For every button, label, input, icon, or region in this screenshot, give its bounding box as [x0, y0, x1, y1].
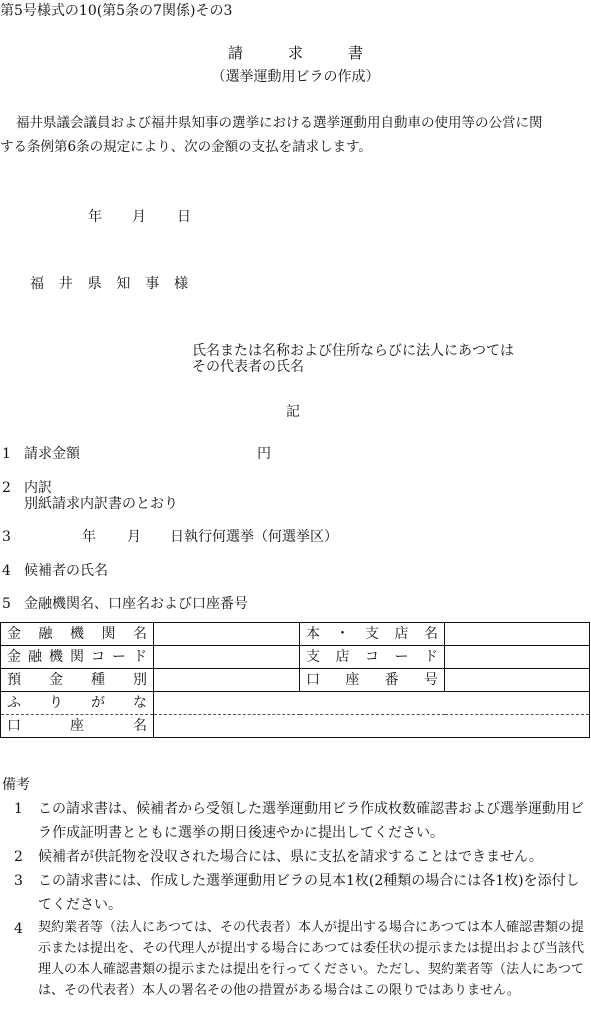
table-row — [1, 715, 590, 738]
body-text-line-1: 福井県議会議員および福井県知事の選挙における選挙運動用自動車の使用等の公営に関 — [16, 115, 543, 131]
item-number: 2 — [2, 480, 11, 496]
document-subtitle: （選挙運動用ビラの作成） — [211, 69, 380, 85]
candidate-name-label: 候補者の氏名 — [24, 563, 108, 579]
item-number: 1 — [2, 446, 11, 462]
account-name-label: 口 座 名 — [1, 715, 154, 738]
note-3 — [0, 869, 591, 917]
applicant-line-2: その代表者の氏名 — [192, 359, 304, 375]
furigana-field[interactable] — [154, 692, 590, 715]
table-row — [1, 692, 590, 715]
item-number: 4 — [2, 563, 11, 579]
institution-code-label: 金 融 機 関 コ ー ド — [1, 646, 154, 669]
form-number: 第5号様式の10(第5条の7関係)その3 — [0, 3, 233, 19]
date-day: 日 — [177, 209, 191, 225]
bank-account-table — [0, 622, 590, 738]
table-row — [1, 646, 590, 669]
date-year: 年 — [88, 209, 102, 225]
yen-unit: 円 — [257, 446, 271, 462]
institution-name-field[interactable] — [154, 623, 300, 646]
item-number: 5 — [2, 596, 11, 612]
note-2 — [0, 845, 591, 869]
institution-name-label: 金 融 機 関 名 — [1, 623, 154, 646]
account-name-field[interactable] — [154, 715, 590, 738]
institution-code-field[interactable] — [154, 646, 300, 669]
addressee: 福 井 県 知 事 様 — [30, 276, 188, 292]
account-number-field[interactable] — [445, 669, 590, 692]
account-number-label: 口 座 番 号 — [300, 669, 445, 692]
furigana-label: ふ り が な — [1, 692, 154, 715]
note-1 — [0, 797, 591, 845]
note-text: 候補者が供託物を没収された場合には、県に支払を請求することはできません。 — [38, 849, 543, 865]
date-month: 月 — [132, 209, 146, 225]
breakdown-label: 内訳 — [24, 480, 52, 496]
election-year: 年 — [82, 529, 96, 545]
table-row — [1, 623, 590, 646]
election-description: 日執行何選挙（何選挙区） — [170, 529, 338, 545]
note-number: 2 — [14, 849, 23, 865]
deposit-type-field[interactable] — [154, 669, 300, 692]
branch-code-field[interactable] — [445, 646, 590, 669]
note-number: 4 — [14, 921, 23, 937]
note-4 — [0, 917, 591, 1025]
note-number: 3 — [14, 873, 23, 889]
branch-name-field[interactable] — [445, 623, 590, 646]
election-month: 月 — [127, 529, 141, 545]
applicant-line-1: 氏名または名称および住所ならびに法人にあつては — [192, 343, 514, 359]
note-text: この請求書には、作成した選挙運動用ビラの見本1枚(2種類の場合には各1枚)を添付してください。 — [38, 873, 580, 913]
deposit-type-label: 預 金 種 別 — [1, 669, 154, 692]
claim-amount-label: 請求金額 — [24, 446, 80, 462]
note-text: この請求書は、候補者から受領した選挙運動用ビラ作成枚数確認書および選挙運動用ビラ作成証明書とともに選挙の期日後速やかに提出してください。 — [38, 801, 584, 841]
notes-title: 備考 — [2, 777, 30, 793]
branch-code-label: 支 店 コ ー ド — [300, 646, 445, 669]
breakdown-note: 別紙請求内訳書のとおり — [24, 496, 178, 512]
body-text-line-2: する条例第6条の規定により、次の金額の支払を請求します。 — [0, 139, 373, 155]
note-text: 契約業者等（法人にあつては、その代表者）本人が提出する場合にあつては本人確認書類の提示または提出を、その代理人が提出する場合にあつては委任状の提示または提出および当該代理人の本人確認書類の提示または提出を行ってください。ただし、契約業者等（法人にあつては、その代表者）本人の署名その他の措置がある場合はこの限りではありません。 — [38, 920, 585, 998]
bank-info-label: 金融機関名、口座名および口座番号 — [24, 596, 248, 612]
ki-heading: 記 — [286, 404, 300, 420]
table-row — [1, 669, 590, 692]
item-number: 3 — [2, 529, 11, 545]
document-title: 請 求 書 — [227, 44, 363, 62]
note-number: 1 — [14, 801, 23, 817]
branch-name-label: 本 ・ 支 店 名 — [300, 623, 445, 646]
